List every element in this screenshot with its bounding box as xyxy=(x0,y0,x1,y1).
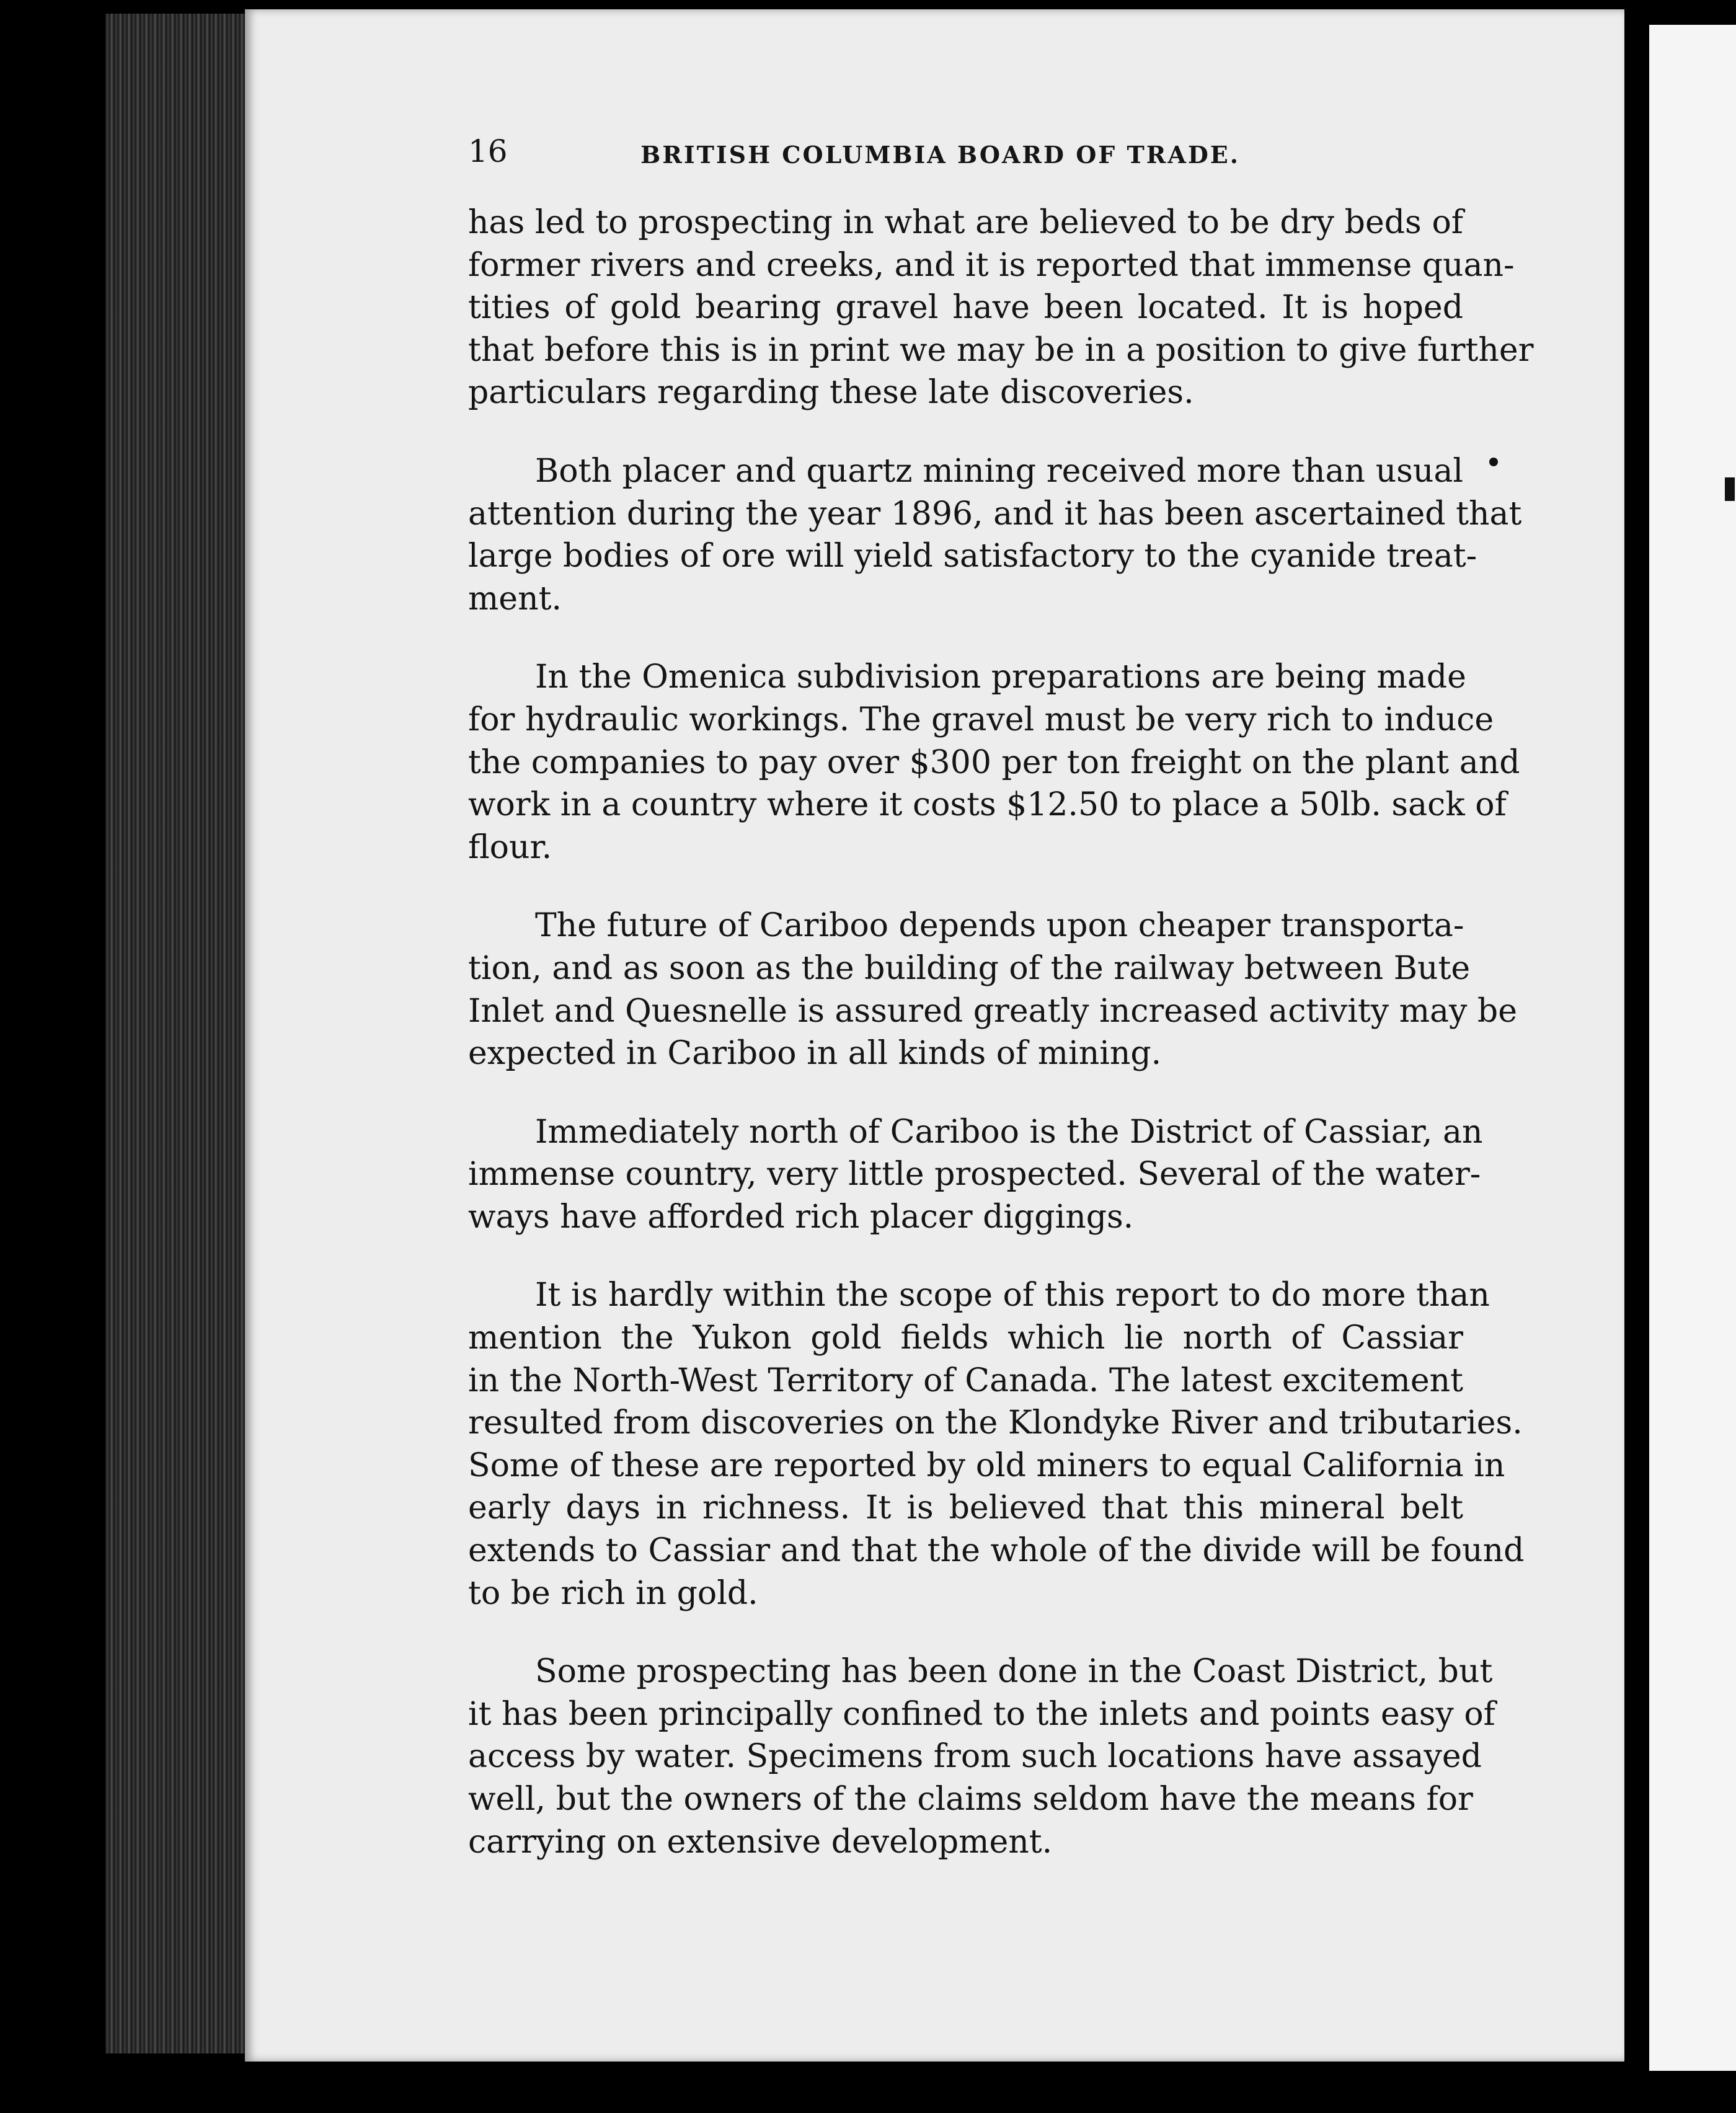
text-line: access by water. Specimens from such locations have assayed xyxy=(468,1738,1482,1776)
facing-page-mark xyxy=(1725,477,1735,501)
text-line: tities of gold bearing gravel have been located. It is hoped xyxy=(468,289,1463,327)
text-line: extends to Cassiar and that the whole of the divide will be found xyxy=(468,1532,1525,1570)
paragraph-3 xyxy=(468,656,1520,869)
text-line: It is hardly within the scope of this report to do more than xyxy=(535,1277,1490,1314)
text-line: The future of Cariboo depends upon cheaper transporta- xyxy=(535,907,1464,945)
text-line: to be rich in gold. xyxy=(468,1574,758,1612)
body-text xyxy=(468,202,1534,1899)
text-line: carrying on extensive development. xyxy=(468,1823,1053,1861)
text-line: tion, and as soon as the building of the railway between Bute xyxy=(468,949,1471,987)
text-line: large bodies of ore will yield satisfactory to the cyanide treat- xyxy=(468,538,1477,575)
text-line: work in a country where it costs $12.50 to place a 50lb. sack of xyxy=(468,786,1507,824)
text-line: well, but the owners of the claims seldom have the means for xyxy=(468,1781,1473,1818)
text-line: attention during the year 1896, and it has been ascertained that xyxy=(468,495,1522,533)
text-line: resulted from discoveries on the Klondyke River and tributaries. xyxy=(468,1404,1523,1442)
text-line: for hydraulic workings. The gravel must be very rich to induce xyxy=(468,701,1494,738)
text-line: expected in Cariboo in all kinds of mining. xyxy=(468,1035,1162,1073)
margin-ink-dot xyxy=(1489,458,1498,466)
paragraph-7 xyxy=(468,1650,1495,1863)
text-line: particulars regarding these late discoveries. xyxy=(468,374,1194,412)
text-line: Some prospecting has been done in the Coast District, but xyxy=(535,1653,1493,1691)
paragraph-5 xyxy=(468,1111,1483,1239)
text-line: early days in richness. It is believed that this mineral belt xyxy=(468,1489,1463,1527)
text-line: Some of these are reported by old miners to equal California in xyxy=(468,1446,1505,1484)
text-line: in the North-West Territory of Canada. The latest excitement xyxy=(468,1362,1463,1399)
text-line: Inlet and Quesnelle is assured greatly increased activity may be xyxy=(468,992,1517,1030)
text-line: that before this is in print we may be in a position to give further xyxy=(468,331,1534,369)
text-line: the companies to pay over $300 per ton freight on the plant and xyxy=(468,743,1520,781)
paragraph-1 xyxy=(468,202,1534,414)
paragraph-4 xyxy=(468,905,1517,1074)
page-number: 16 xyxy=(468,133,508,169)
text-line: In the Omenica subdivision preparations are being made xyxy=(535,658,1466,696)
text-line: Immediately north of Cariboo is the District of Cassiar, an xyxy=(535,1113,1483,1151)
text-line: immense country, very little prospected. Several of the water- xyxy=(468,1156,1481,1194)
text-line: ways have afforded rich placer diggings. xyxy=(468,1198,1134,1236)
text-line: mention the Yukon gold fields which lie north of Cassiar xyxy=(468,1319,1463,1357)
page-header xyxy=(468,133,1240,171)
running-head: BRITISH COLUMBIA BOARD OF TRADE. xyxy=(640,141,1240,169)
facing-page-edge xyxy=(1649,25,1736,2071)
book-page-edges xyxy=(105,14,254,2053)
paragraph-6 xyxy=(468,1274,1525,1615)
text-line: Both placer and quartz mining received more than usual xyxy=(535,452,1463,490)
text-line: flour. xyxy=(468,828,552,866)
text-line: former rivers and creeks, and it is reported that immense quan- xyxy=(468,246,1515,284)
text-line: has led to prospecting in what are believed to be dry beds of xyxy=(468,204,1463,241)
text-line: it has been principally confined to the inlets and points easy of xyxy=(468,1695,1495,1733)
text-line: ment. xyxy=(468,580,562,618)
paragraph-2 xyxy=(468,450,1522,620)
